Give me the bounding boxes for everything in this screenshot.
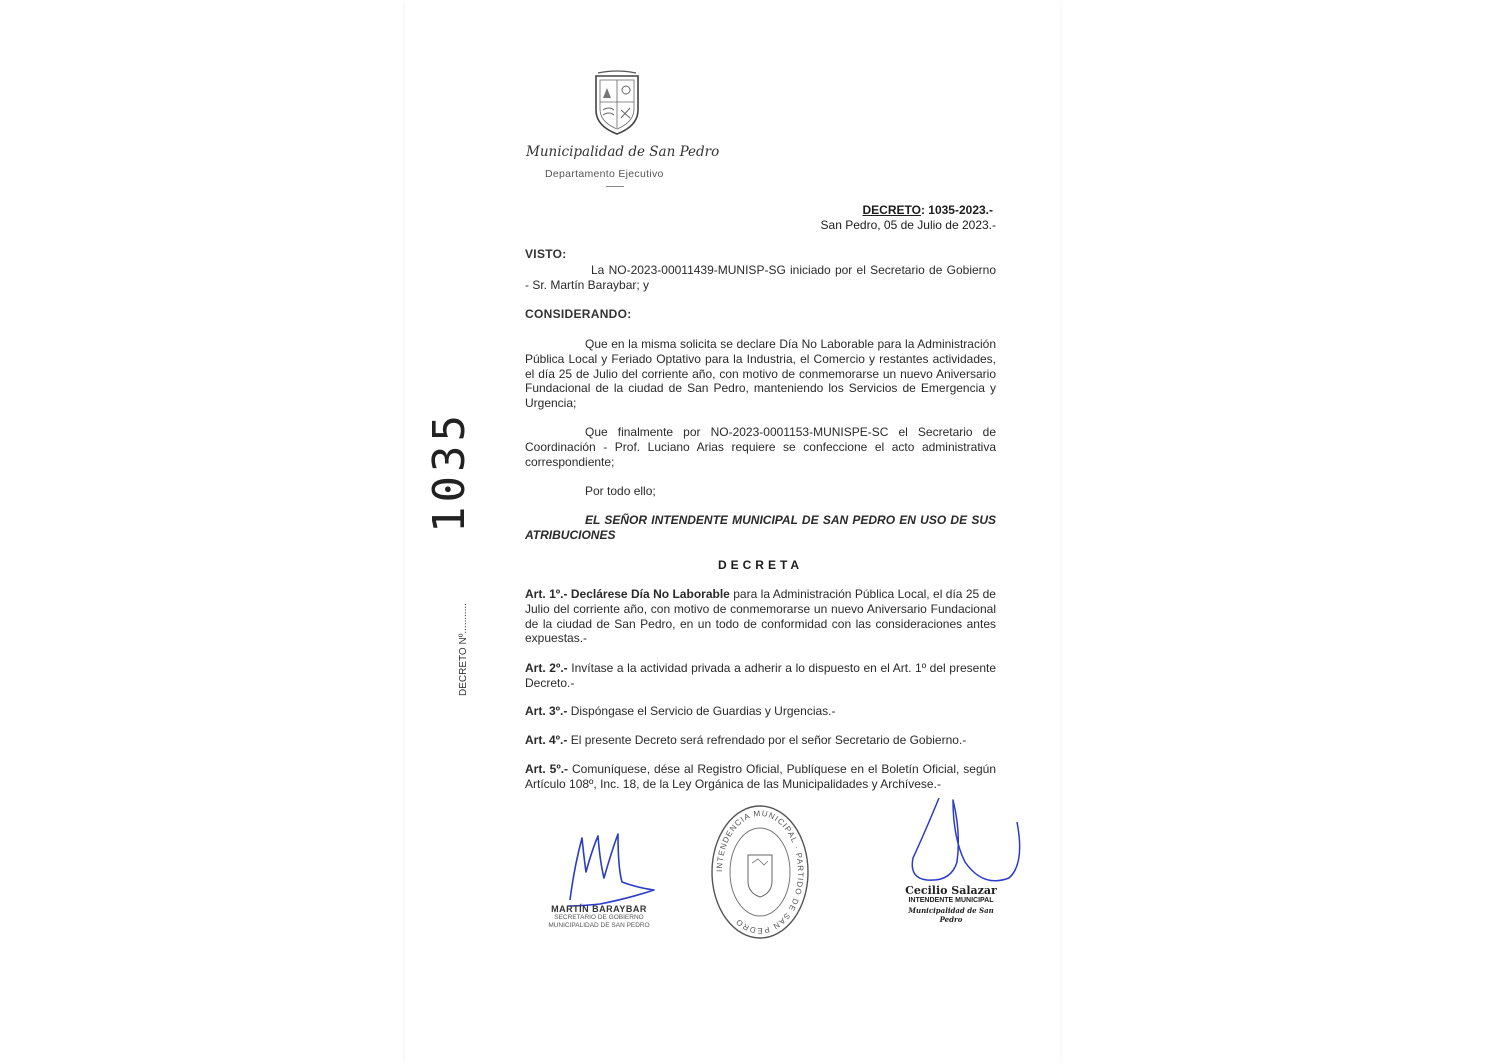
visto-heading: VISTO: xyxy=(525,247,567,261)
department-name: Departamento Ejecutivo xyxy=(545,168,664,180)
secretary-signature-block xyxy=(540,904,658,930)
official-seal-stamp xyxy=(708,803,812,941)
decree-header xyxy=(863,203,994,217)
article-label: Art. 1º.- xyxy=(525,587,568,601)
decree-date: San Pedro, 05 de Julio de 2023.- xyxy=(820,218,996,232)
visto-text: La NO-2023-00011439-MUNISP-SG iniciado por el Secretario de Gobierno - Sr. Martín Baraybar; y xyxy=(525,263,996,292)
secretary-title: SECRETARIO DE GOBIERNO xyxy=(554,914,644,921)
article-label: Art. 2º.- xyxy=(525,661,568,675)
margin-decree-label xyxy=(448,590,476,700)
decree-number: : 1035-2023.- xyxy=(920,203,993,217)
considerando-paragraph-3: Por todo ello; xyxy=(585,484,656,498)
article-1 xyxy=(525,587,996,646)
article-text: El presente Decreto será refrendado por el señor Secretario de Gobierno.- xyxy=(567,733,967,747)
considerando-heading: CONSIDERANDO: xyxy=(525,307,632,321)
stamp-text: INTENDENCIA MUNICIPAL · PARTIDO DE SAN PEDRO xyxy=(714,808,806,936)
article-label: Art. 3º.- xyxy=(525,704,568,718)
secretary-name: MARTÍN BARAYBAR xyxy=(551,904,647,914)
decreta-heading: DECRETA xyxy=(717,558,804,572)
article-lead: Declárese Día No Laborable xyxy=(567,587,730,601)
article-text: Comuníquese, dése al Registro Oficial, Publíquese en el Boletín Oficial, según Artículo 108º, Inc. 18, de la Ley Orgánica de las Municipalidades y Archívese.- xyxy=(525,762,996,791)
margin-decree-number xyxy=(412,395,482,545)
article-text: Dispóngase el Servicio de Guardias y Urgencias.- xyxy=(567,704,836,718)
article-text: para la Administración Pública Local, el día 25 de Julio del corriente año, con motivo de conmemorarse un nuevo Aniversario Fundacional de la ciudad de San Pedro, en un todo de conformidad con las consideraciones antes expuestas.- xyxy=(525,587,996,646)
article-2 xyxy=(525,661,996,691)
considerando-paragraph-1: Que en la misma solicita se declare Día No Laborable para la Administración Pública Local y Feriado Optativo para la Industria, el Comercio y restantes actividades, el día 25 de Julio del corriente año, con motivo de conmemorarse un nuevo Aniversario Fundacional de la ciudad de San Pedro, manteniendo los Servicios de Emergencia y Urgencia; xyxy=(525,337,996,411)
signature-secretary-icon xyxy=(560,828,660,908)
article-label: Art. 5º.- xyxy=(525,762,569,776)
mayor-signature-block xyxy=(896,884,1006,924)
mayor-org: Municipalidad de San Pedro xyxy=(908,905,994,924)
municipality-name: Municipalidad de San Pedro xyxy=(526,144,720,160)
article-label: Art. 4º.- xyxy=(525,733,568,747)
coat-of-arms-icon xyxy=(592,70,642,136)
margin-number-text: 1035 xyxy=(424,411,475,533)
attribution-text: EL SEÑOR INTENDENTE MUNICIPAL DE SAN PEDRO EN USO DE SUS ATRIBUCIONES xyxy=(525,513,996,542)
mayor-title: INTENDENTE MUNICIPAL xyxy=(908,897,994,904)
decree-label: DECRETO xyxy=(862,203,921,217)
considerando-paragraph-2: Que finalmente por NO-2023-0001153-MUNISPE-SC el Secretario de Coordinación - Prof. Luciano Arias requiere se confeccione el acto administrativa correspondiente; xyxy=(525,425,996,469)
margin-label-text: DECRETO Nº........... xyxy=(458,603,469,696)
article-4 xyxy=(525,733,996,748)
signature-mayor-icon xyxy=(905,792,1025,892)
article-text: Invítase a la actividad privada a adherir a lo dispuesto en el Art. 1º del presente Decreto.- xyxy=(525,661,996,690)
article-5 xyxy=(525,762,996,792)
secretary-org: MUNICIPALIDAD DE SAN PEDRO xyxy=(548,922,650,929)
article-3 xyxy=(525,704,996,719)
mayor-name: Cecilio Salazar xyxy=(905,884,997,897)
divider xyxy=(606,186,624,187)
